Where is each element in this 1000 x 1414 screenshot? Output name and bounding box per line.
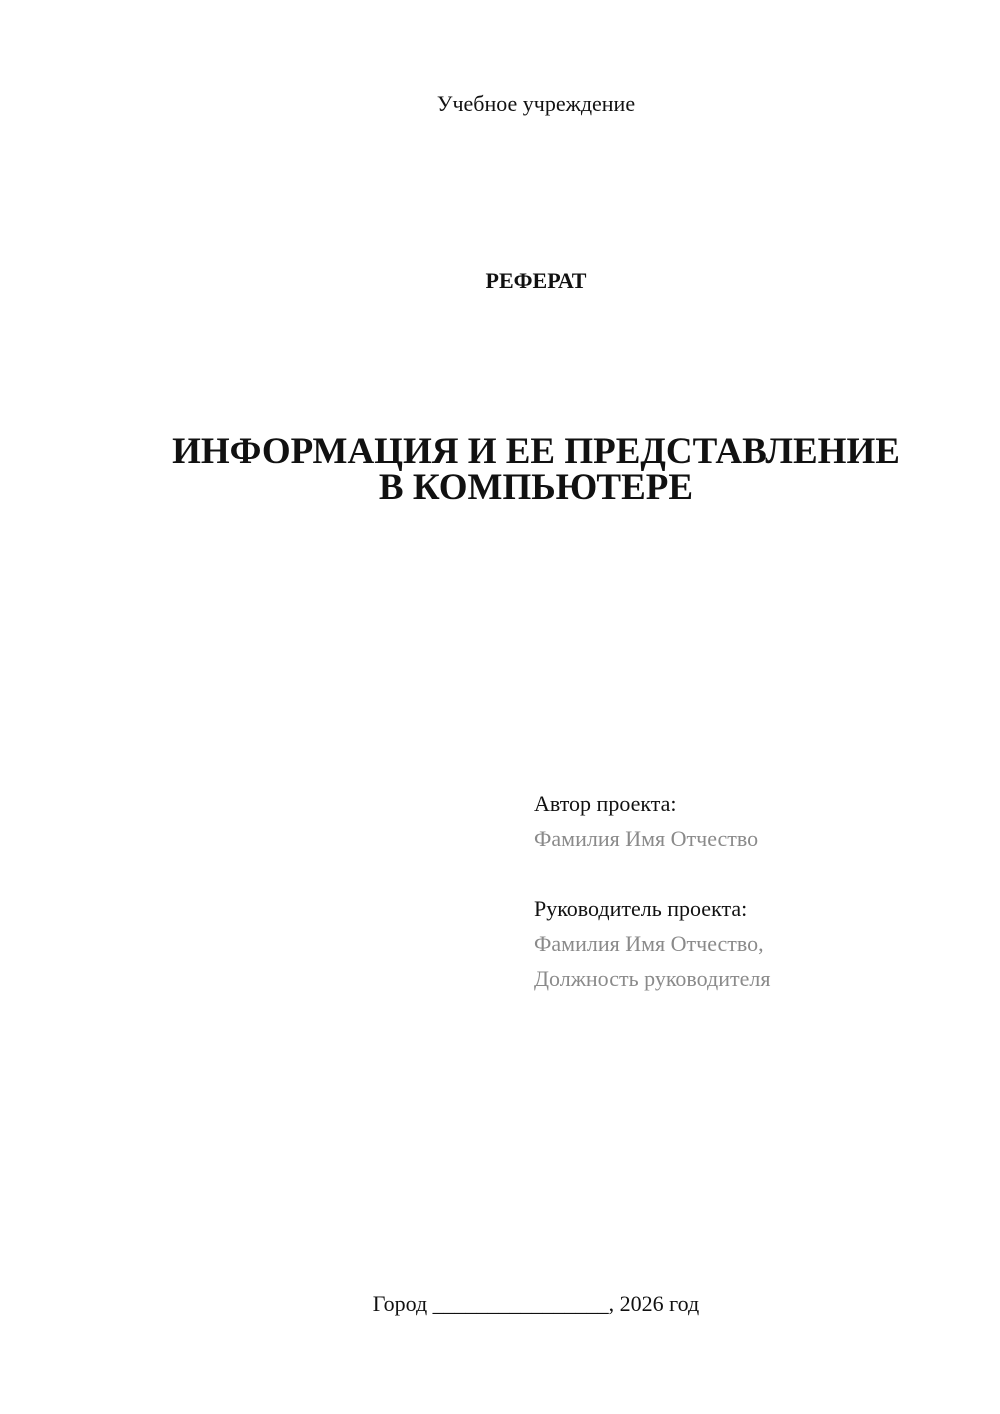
document-title bbox=[0, 431, 1000, 508]
city-year-footer: Город ________________, 2026 год bbox=[372, 1291, 700, 1316]
title-line-2: В КОМПЬЮТЕРЕ bbox=[378, 467, 694, 508]
author-name: Фамилия Имя Отчество bbox=[534, 826, 759, 851]
title-line-1: ИНФОРМАЦИЯ И ЕЕ ПРЕДСТАВЛЕНИЕ bbox=[172, 431, 900, 472]
supervisor-position: Должность руководителя bbox=[534, 966, 771, 991]
institution-name: Учебное учреждение bbox=[436, 91, 636, 116]
document-type: РЕФЕРАТ bbox=[485, 268, 587, 293]
supervisor-label: Руководитель проекта: bbox=[534, 896, 748, 921]
supervisor-name: Фамилия Имя Отчество, bbox=[534, 931, 764, 956]
supervisor-block bbox=[534, 891, 770, 996]
author-block bbox=[534, 786, 758, 856]
author-label: Автор проекта: bbox=[534, 791, 677, 816]
